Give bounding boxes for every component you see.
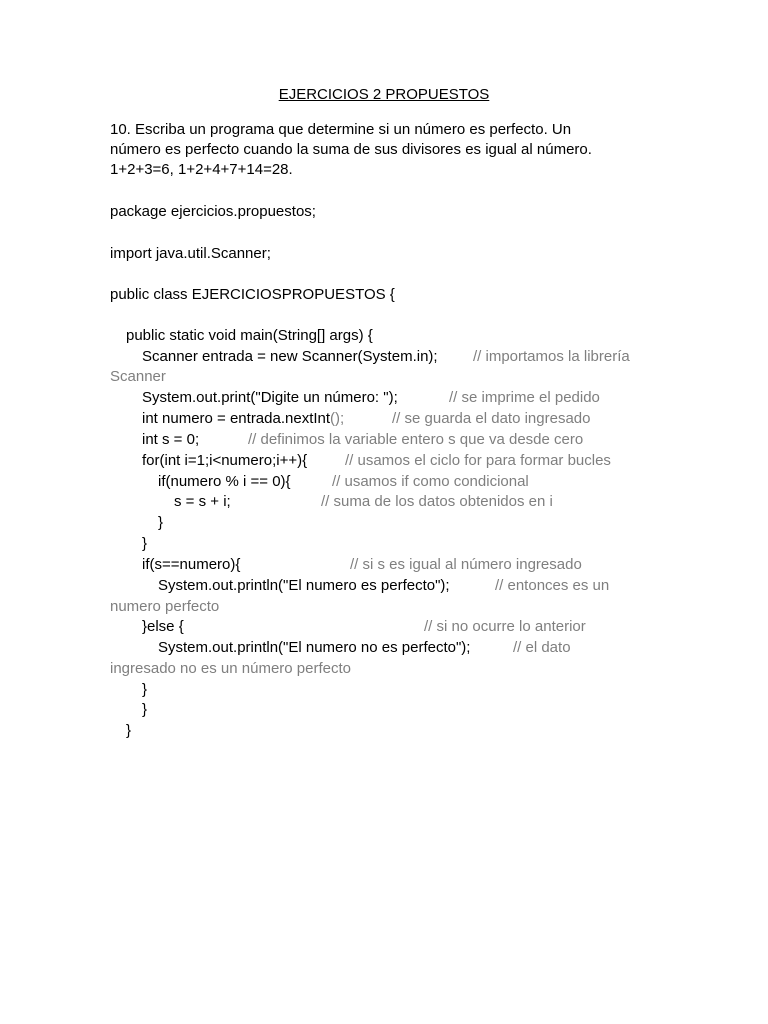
- code-int-numero-comment: // se guarda el dato ingresado: [392, 410, 591, 427]
- code-close-class: }: [126, 722, 132, 739]
- code-if-s-comment: // si s es igual al número ingresado: [350, 556, 582, 573]
- code-int-s-comment: // definimos la variable entero s que va desde cero: [248, 431, 584, 448]
- code-import: import java.util.Scanner;: [110, 245, 271, 262]
- code-println-yes-comment-wrap: numero perfecto: [110, 598, 220, 615]
- code-else-line: }else {: [142, 618, 184, 635]
- code-println-no: System.out.println("El numero no es perfecto");: [158, 639, 471, 656]
- code-close-for: }: [142, 535, 148, 552]
- code-else-comment: // si no ocurre lo anterior: [424, 618, 586, 635]
- code-println-no-comment: // el dato: [513, 639, 571, 656]
- code-int-numero-text: int numero = entrada.nextInt: [142, 410, 331, 427]
- code-print-comment: // se imprime el pedido: [449, 389, 600, 406]
- code-sum-line: s = s + i;: [174, 493, 231, 510]
- code-package: package ejercicios.propuestos;: [110, 203, 316, 220]
- code-close-if: }: [158, 514, 164, 531]
- code-int-s-line: int s = 0;: [142, 431, 200, 448]
- code-close-main: }: [142, 701, 148, 718]
- code-scanner-comment-wrap: Scanner: [110, 368, 166, 385]
- page-title: EJERCICIOS 2 PROPUESTOS: [278, 86, 490, 103]
- prompt-line-1: 10. Escriba un programa que determine si un número es perfecto. Un: [110, 121, 572, 138]
- code-if-comment: // usamos if como condicional: [332, 473, 529, 490]
- code-class-decl: public class EJERCICIOSPROPUESTOS {: [110, 286, 395, 303]
- code-println-no-comment-wrap: ingresado no es un número perfecto: [110, 660, 351, 677]
- code-for-line: for(int i=1;i<numero;i++){: [142, 452, 308, 469]
- code-scanner-line: Scanner entrada = new Scanner(System.in);: [142, 348, 438, 365]
- code-println-yes-comment: // entonces es un: [495, 577, 610, 594]
- code-if-s-line: if(s==numero){: [142, 556, 241, 573]
- code-int-numero-parens: ();: [330, 410, 345, 427]
- code-int-numero-line: [142, 409, 344, 429]
- code-println-yes: System.out.println("El numero es perfecto");: [158, 577, 450, 594]
- code-close-else: }: [142, 681, 148, 698]
- code-main-decl: public static void main(String[] args) {: [126, 327, 373, 344]
- code-if-line: if(numero % i == 0){: [158, 473, 291, 490]
- code-scanner-comment: // importamos la librería: [473, 348, 630, 365]
- code-sum-comment: // suma de los datos obtenidos en i: [321, 493, 553, 510]
- code-for-comment: // usamos el ciclo for para formar bucles: [345, 452, 611, 469]
- code-print-line: System.out.print("Digite un número: ");: [142, 389, 398, 406]
- prompt-line-3: 1+2+3=6, 1+2+4+7+14=28.: [110, 161, 293, 178]
- prompt-line-2: número es perfecto cuando la suma de sus divisores es igual al número.: [110, 141, 592, 158]
